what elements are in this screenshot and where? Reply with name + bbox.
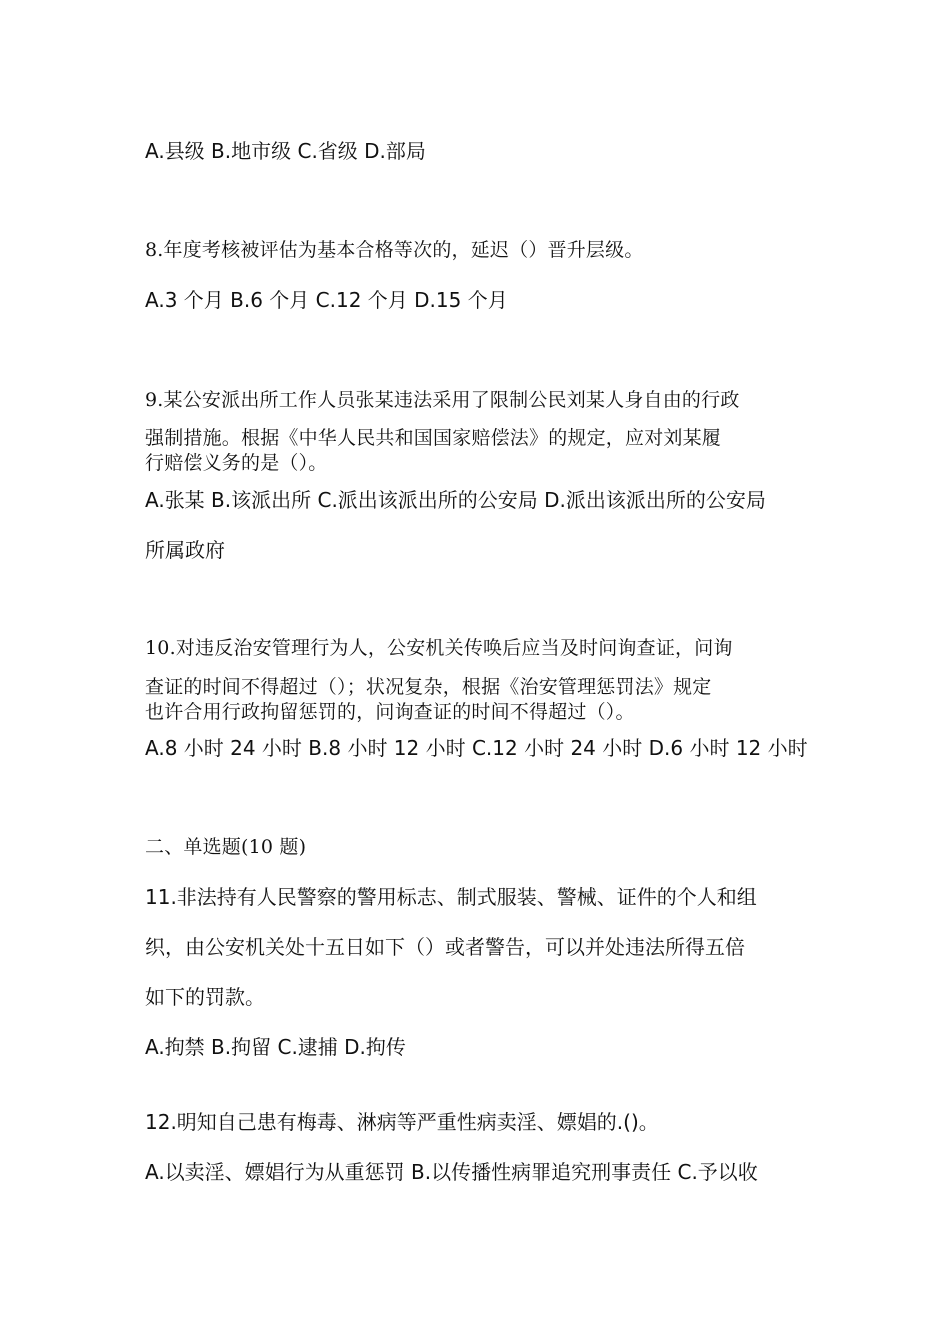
q10-question-line-3: 也许合用行政拘留惩罚的，问询查证的时间不得超过（）。 [145, 701, 635, 723]
q10-question-line-2: 查证的时间不得超过（）；状况复杂，根据《治安管理惩罚法》规定 [145, 676, 712, 698]
q9-options-line-2: 所属政府 [145, 538, 225, 562]
q9-question-line-2: 强制措施。根据《中华人民共和国国家赔偿法》的规定，应对刘某履 [145, 427, 722, 449]
q8-options: A.3 个月 B.6 个月 C.12 个月 D.15 个月 [145, 288, 508, 312]
section-heading: 二、单选题(10 题) [145, 836, 307, 858]
q9-question-line-1: 9.某公安派出所工作人员张某违法采用了限制公民刘某人身自由的行政 [145, 389, 740, 411]
q12-options: A.以卖淫、嫖娼行为从重惩罚 B.以传播性病罪追究刑事责任 C.予以收 [145, 1160, 758, 1184]
q11-question-line-1: 11.非法持有人民警察的警用标志、制式服装、警械、证件的个人和组 [145, 885, 757, 909]
q11-question-line-3: 如下的罚款。 [145, 985, 265, 1009]
q11-question-line-2: 织，由公安机关处十五日如下（）或者警告，可以并处违法所得五倍 [145, 935, 745, 959]
q9-options-line-1: A.张某 B.该派出所 C.派出该派出所的公安局 D.派出该派出所的公安局 [145, 488, 766, 512]
q10-question-line-1: 10.对违反治安管理行为人，公安机关传唤后应当及时问询查证，问询 [145, 637, 733, 659]
q9-question-line-3: 行赔偿义务的是（）。 [145, 452, 328, 474]
q12-question: 12.明知自己患有梅毒、淋病等严重性病卖淫、嫖娼的.()。 [145, 1110, 659, 1134]
q8-question: 8.年度考核被评估为基本合格等次的，延迟（）晋升层级。 [145, 239, 644, 261]
q11-options: A.拘禁 B.拘留 C.逮捕 D.拘传 [145, 1035, 406, 1059]
q10-options: A.8 小时 24 小时 B.8 小时 12 小时 C.12 小时 24 小时 D.6 小时 12 小时 [145, 736, 808, 760]
q7-options: A.县级 B.地市级 C.省级 D.部局 [145, 139, 426, 163]
